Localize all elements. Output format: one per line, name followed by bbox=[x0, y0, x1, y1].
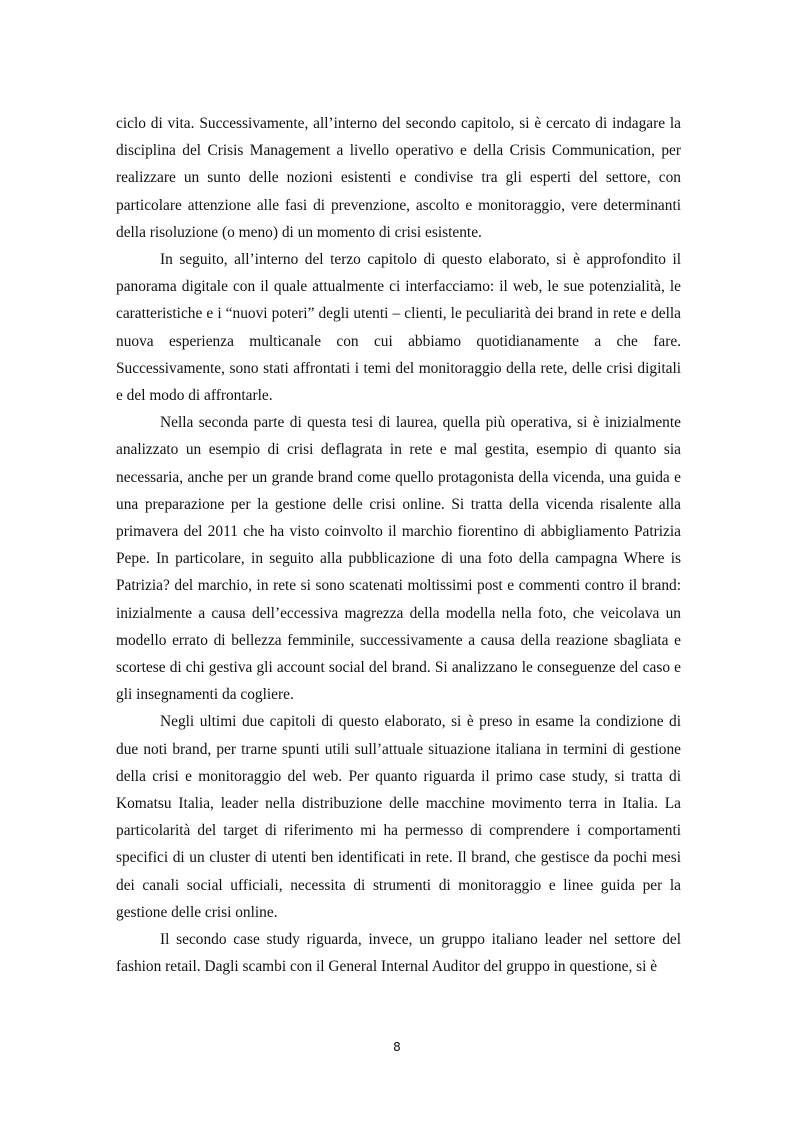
body-text bbox=[116, 110, 681, 981]
paragraph-3: Nella seconda parte di questa tesi di laurea, quella più operativa, si è inizialmente analizzato un esempio di crisi deflagrata in rete e mal gestita, esempio di quanto sia necessaria, anche per un grande brand come quello protagonista della vicenda, una guida e una preparazione per la gestione delle crisi online. Si tratta della vicenda risalente alla primavera del 2011 che ha visto coinvolto il marchio fiorentino di abbigliamento Patrizia Pepe. In particolare, in seguito alla pubblicazione di una foto della campagna Where is Patrizia? del marchio, in rete si sono scatenati moltissimi post e commenti contro il brand: inizialmente a causa dell’eccessiva magrezza della modella nella foto, che veicolava un modello errato di bellezza femminile, successivamente a causa della reazione sbagliata e scortese di chi gestiva gli account social del brand. Si analizzano le conseguenze del caso e gli insegnamenti da cogliere. bbox=[116, 414, 681, 704]
paragraph-4: Negli ultimi due capitoli di questo elaborato, si è preso in esame la condizione di due noti brand, per trarne spunti utili sull’attuale situazione italiana in termini di gestione della crisi e monitoraggio del web. Per quanto riguarda il primo case study, si tratta di Komatsu Italia, leader nella distribuzione delle macchine movimento terra in Italia. La particolarità del target di riferimento mi ha permesso di comprendere i comportamenti specifici di un cluster di utenti ben identificati in rete. Il brand, che gestisce da pochi mesi dei canali social ufficiali, necessita di strumenti di monitoraggio e linee guida per la gestione delle crisi online. bbox=[116, 713, 681, 921]
paragraph-2: In seguito, all’interno del terzo capitolo di questo elaborato, si è approfondito il panorama digitale con il quale attualmente ci interfacciamo: il web, le sue potenzialità, le caratteristiche e i “nuovi poteri” degli utenti – clienti, le peculiarità dei brand in rete e della nuova esperienza multicanale con cui abbiamo quotidianamente a che fare. Successivamente, sono stati affrontati i temi del monitoraggio della rete, delle crisi digitali e del modo di affrontarle. bbox=[116, 251, 681, 405]
paragraph-5: Il secondo case study riguarda, invece, un gruppo italiano leader nel settore del fashion retail. Dagli scambi con il General Internal Auditor del gruppo in questione, si è bbox=[116, 931, 681, 976]
page-number: 8 bbox=[393, 1040, 401, 1054]
paragraph-1: ciclo di vita. Successivamente, all’interno del secondo capitolo, si è cercato di indagare la disciplina del Crisis Management a livello operativo e della Crisis Communication, per realizzare un sunto delle nozioni esistenti e condivise tra gli esperti del settore, con particolare attenzione alle fasi di prevenzione, ascolto e monitoraggio, vere determinanti della risoluzione (o meno) di un momento di crisi esistente. bbox=[116, 115, 681, 241]
